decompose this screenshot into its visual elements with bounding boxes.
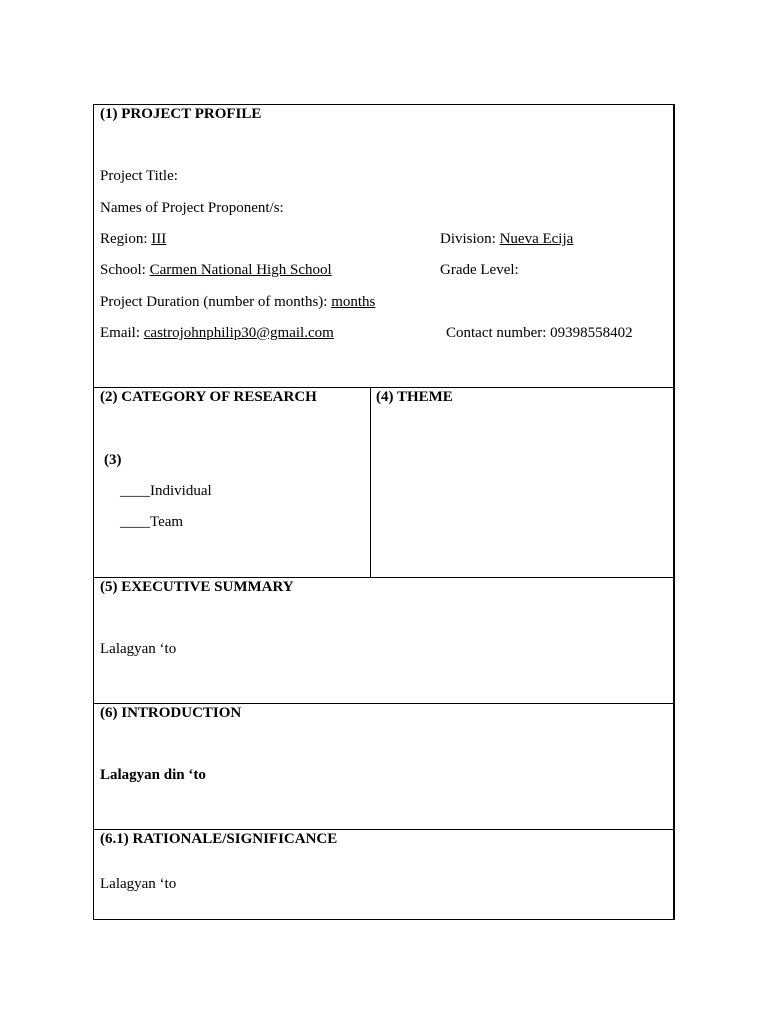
- contact-number: Contact number: 09398558402: [446, 325, 633, 341]
- rationale-section: [94, 830, 673, 919]
- duration-field: [100, 293, 375, 311]
- introduction-body: Lalagyan din ‘to: [100, 767, 206, 783]
- region-field: [100, 230, 166, 248]
- project-profile-heading: (1) PROJECT PROFILE: [100, 106, 262, 122]
- category-subheading: (3): [104, 452, 122, 468]
- category-heading: (2) CATEGORY OF RESEARCH: [100, 389, 317, 405]
- category-theme-section: [94, 388, 673, 578]
- duration-value: months: [331, 294, 376, 310]
- theme-heading: (4) THEME: [376, 389, 453, 405]
- project-profile-section: [94, 105, 673, 388]
- introduction-heading: (6) INTRODUCTION: [100, 705, 242, 721]
- email-field: [100, 324, 334, 342]
- rationale-body: Lalagyan ‘to: [100, 876, 177, 892]
- email-label: Email:: [100, 325, 144, 341]
- division-value: Nueva Ecija: [499, 231, 574, 247]
- division-label: Division:: [440, 231, 500, 247]
- email-value[interactable]: castrojohnphilip30@gmail.com: [143, 325, 334, 341]
- duration-label: Project Duration (number of months):: [100, 294, 332, 310]
- option-team[interactable]: ____Team: [120, 514, 184, 530]
- option-individual[interactable]: ____Individual: [120, 483, 212, 499]
- region-value: III: [151, 231, 167, 247]
- school-label: School:: [100, 262, 150, 278]
- proponents-label: Names of Project Proponent/s:: [100, 200, 284, 216]
- introduction-section: [94, 704, 673, 830]
- project-title-label: Project Title:: [100, 168, 178, 184]
- project-proposal-form: [93, 104, 675, 920]
- division-field: [440, 230, 573, 248]
- column-divider: [370, 388, 371, 577]
- school-field: [100, 261, 332, 279]
- executive-summary-body: Lalagyan ‘to: [100, 641, 177, 657]
- executive-summary-section: [94, 578, 673, 704]
- rationale-heading: (6.1) RATIONALE/SIGNIFICANCE: [100, 831, 338, 847]
- region-label: Region:: [100, 231, 152, 247]
- executive-summary-heading: (5) EXECUTIVE SUMMARY: [100, 579, 294, 595]
- school-value: Carmen National High School: [149, 262, 332, 278]
- grade-level-label: Grade Level:: [440, 262, 519, 278]
